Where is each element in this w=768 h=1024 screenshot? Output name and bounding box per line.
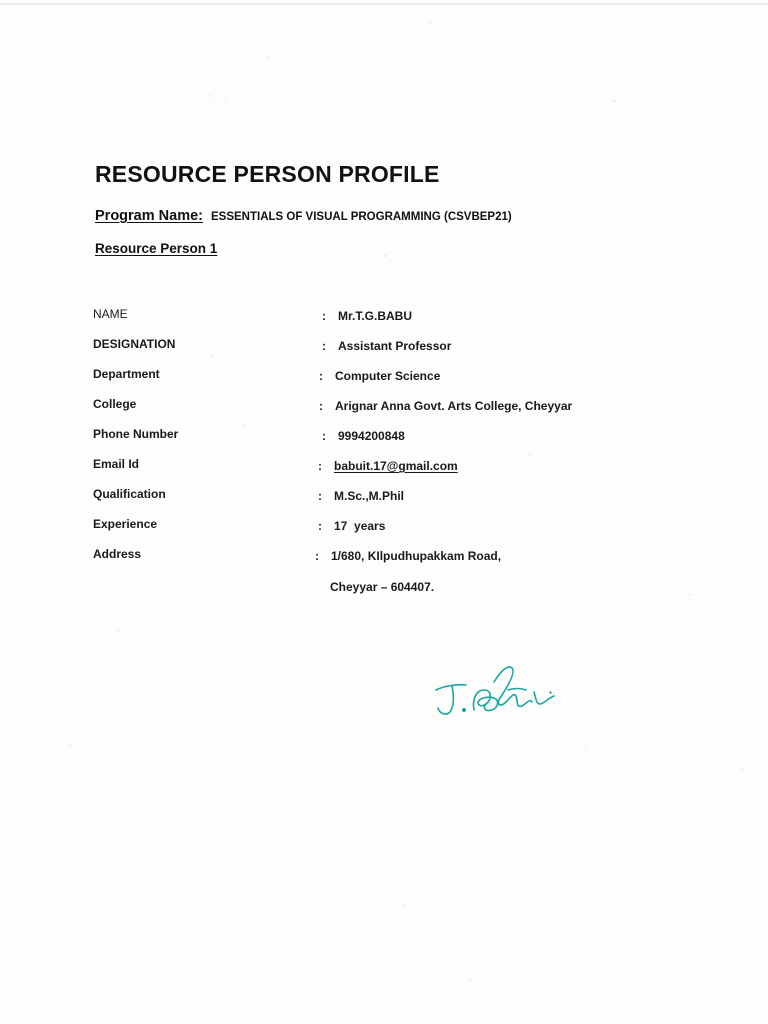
- colon: :: [319, 399, 323, 413]
- colon: :: [322, 309, 326, 323]
- value-email: [318, 459, 458, 473]
- address-line-2: Cheyyar – 604407.: [330, 580, 435, 594]
- value-name: [322, 309, 412, 323]
- label-email: Email Id: [93, 457, 140, 471]
- colon: :: [315, 549, 319, 563]
- value-college: [319, 399, 572, 413]
- value-address: [315, 549, 501, 563]
- program-value: ESSENTIALS OF VISUAL PROGRAMMING (CSVBEP21): [210, 211, 512, 223]
- label-name: NAME: [93, 307, 128, 321]
- label-phone: Phone Number: [93, 427, 179, 441]
- colon: :: [318, 459, 322, 473]
- program-line: [95, 207, 512, 225]
- phone-text: 9994200848: [338, 429, 405, 443]
- label-college: College: [93, 397, 137, 411]
- program-label: Program Name:: [95, 208, 203, 224]
- label-experience: Experience: [93, 517, 158, 531]
- college-text: Arignar Anna Govt. Arts College, Cheyyar: [335, 399, 573, 413]
- name-text: Mr.T.G.BABU: [338, 309, 413, 323]
- page-title: RESOURCE PERSON PROFILE: [95, 161, 440, 187]
- value-experience: [318, 519, 385, 533]
- colon: :: [319, 369, 323, 383]
- experience-text: 17 years: [334, 519, 386, 533]
- qualification-text: M.Sc.,M.Phil: [334, 489, 405, 503]
- colon: :: [318, 519, 322, 533]
- label-department: Department: [93, 367, 160, 381]
- value-designation: [322, 339, 451, 353]
- label-qualification: Qualification: [93, 487, 166, 501]
- address-line-1: 1/680, KIlpudhupakkam Road,: [331, 549, 502, 563]
- designation-text: Assistant Professor: [338, 339, 452, 353]
- colon: :: [322, 339, 326, 353]
- resource-person-heading: Resource Person 1: [95, 241, 218, 256]
- colon: :: [318, 489, 322, 503]
- email-link[interactable]: babuit.17@gmail.com: [334, 459, 458, 473]
- value-phone: [322, 429, 405, 443]
- signature-icon: [430, 652, 570, 727]
- label-address: Address: [93, 547, 142, 561]
- department-text: Computer Science: [335, 369, 441, 383]
- value-department: [319, 369, 440, 383]
- colon: :: [322, 429, 326, 443]
- value-qualification: [318, 489, 404, 503]
- label-designation: DESIGNATION: [93, 337, 176, 351]
